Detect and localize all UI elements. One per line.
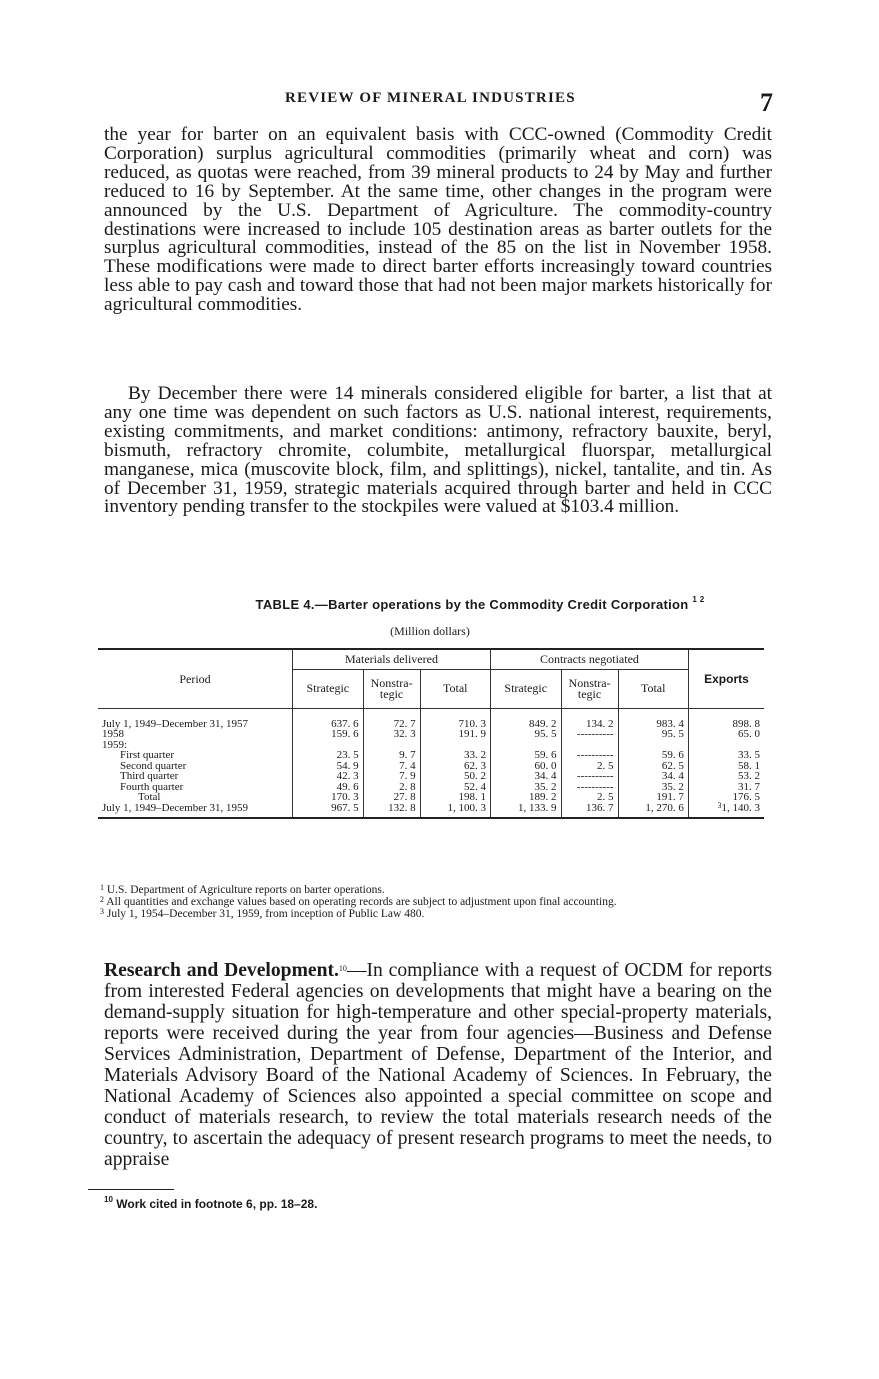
cell-cn-nonstrategic: 134. 2 — [561, 708, 618, 729]
row-period: 1959: — [102, 738, 128, 751]
row-period: July 1, 1949–December 31, 1957 — [102, 717, 249, 730]
cell-exports: 176. 5 — [688, 792, 764, 803]
cell-cn-strategic: 60. 0 — [490, 761, 561, 772]
header-md-total: Total — [420, 669, 490, 708]
cell-md-nonstrategic: 72. 7 — [363, 708, 420, 729]
cell-exports: 53. 2 — [688, 771, 764, 782]
cell-md-total: 710. 3 — [420, 708, 490, 729]
footnote-text: July 1, 1954–December 31, 1959, from inception of Public Law 480. — [106, 908, 425, 920]
cell-exports: 58. 1 — [688, 761, 764, 772]
cell-cn-strategic: 1, 133. 9 — [490, 803, 561, 819]
cell-md-strategic: 54. 9 — [293, 761, 364, 772]
cell-cn-total: 983. 4 — [618, 708, 688, 729]
cell-md-total: 33. 2 — [420, 750, 490, 761]
cell-cn-total: 62. 5 — [618, 761, 688, 772]
header-md-nonstrategic: Nonstra-tegic — [363, 669, 420, 708]
footnote-divider — [88, 1189, 174, 1190]
cell-md-strategic: 967. 5 — [293, 803, 364, 819]
exports-value: 1, 140. 3 — [721, 801, 760, 814]
cell-cn-strategic: 95. 5 — [490, 729, 561, 740]
section-heading: Research and Development. — [104, 960, 339, 981]
table-footnote — [100, 908, 770, 920]
footnote-ref: 3 — [100, 907, 104, 916]
cell-exports: 898. 8 — [688, 708, 764, 729]
header-cn-total: Total — [618, 669, 688, 708]
table-row — [98, 750, 764, 761]
table-title — [100, 597, 860, 612]
table-row — [98, 729, 764, 740]
cell-cn-total: 59. 6 — [618, 750, 688, 761]
footnote-text: Work cited in footnote 6, pp. 18–28. — [116, 1197, 318, 1211]
cell-exports — [688, 800, 764, 819]
table-footnote — [100, 884, 770, 896]
cell-cn-strategic: 34. 4 — [490, 771, 561, 782]
header-exports: Exports — [688, 649, 764, 708]
cell-cn-nonstrategic: ---------- — [561, 771, 618, 782]
cell-cn-strategic: 849. 2 — [490, 708, 561, 729]
cell-cn-nonstrategic: 136. 7 — [561, 803, 618, 819]
table-footnote — [100, 896, 770, 908]
header-contracts-negotiated: Contracts negotiated — [490, 649, 688, 669]
running-head: REVIEW OF MINERAL INDUSTRIES — [285, 90, 576, 106]
footnote-text: All quantities and exchange values based on operating records are subject to adjustment upon final accounting. — [106, 896, 617, 908]
page-footnote — [104, 1197, 317, 1211]
cell-cn-total: 191. 7 — [618, 792, 688, 803]
cell-cn-total: 35. 2 — [618, 782, 688, 793]
table-row — [98, 771, 764, 782]
cell-md-nonstrategic: 7. 9 — [363, 771, 420, 782]
cell-md-strategic: 42. 3 — [293, 771, 364, 782]
row-period: Second quarter — [120, 759, 187, 772]
cell-exports: 65. 0 — [688, 729, 764, 740]
cell-cn-nonstrategic: 2. 5 — [561, 761, 618, 772]
cell-md-strategic: 49. 6 — [293, 782, 364, 793]
cell-md-nonstrategic: 9. 7 — [363, 750, 420, 761]
cell-md-strategic: 159. 6 — [293, 729, 364, 740]
cell-md-total: 191. 9 — [420, 729, 490, 740]
row-period: First quarter — [120, 749, 175, 761]
cell-md-total: 50. 2 — [420, 771, 490, 782]
cell-md-total: 198. 1 — [420, 792, 490, 803]
cell-exports: 31. 7 — [688, 782, 764, 793]
cell-cn-nonstrategic: ---------- — [561, 782, 618, 793]
footnote-ref: 10 — [104, 1195, 113, 1204]
cell-cn-strategic: 189. 2 — [490, 792, 561, 803]
header-materials-delivered: Materials delivered — [293, 649, 491, 669]
table-row — [98, 792, 764, 803]
cell-md-total: 62. 3 — [420, 761, 490, 772]
cell-exports: 33. 5 — [688, 750, 764, 761]
cell-cn-total: 95. 5 — [618, 729, 688, 740]
row-period: Fourth quarter — [120, 780, 184, 793]
cell-cn-strategic: 59. 6 — [490, 750, 561, 761]
cell-md-total: 1, 100. 3 — [420, 803, 490, 819]
cell-cn-nonstrategic: ---------- — [561, 729, 618, 740]
table-footnotes — [100, 884, 770, 920]
footnote-ref: 1 — [100, 883, 104, 892]
cell-cn-total: 1, 270. 6 — [618, 803, 688, 819]
header-md-strategic: Strategic — [293, 669, 364, 708]
cell-md-strategic: 170. 3 — [293, 792, 364, 803]
cell-cn-nonstrategic: ---------- — [561, 750, 618, 761]
row-period: Total — [138, 791, 161, 803]
cell-cn-nonstrategic: 2. 5 — [561, 792, 618, 803]
paragraph-research-development — [104, 960, 772, 1170]
cell-md-nonstrategic: 132. 8 — [363, 803, 420, 819]
paragraph-barter-quotas: the year for barter on an equivalent basis with CCC-owned (Commodity Credit Corporation) surplus agricultural commodities (primarily wheat and corn) was reduced, as quotas were reached, from 39 mineral products to 24 by May and further reduced to 16 by September. At the same time, other changes in the program were announced by the U.S. Department of Agriculture. The commodity-country destinations were increased to include 105 destination areas as barter outlets for the surplus agricultural commodities, instead of the 85 on the list in November 1958. These modifications were made to direct barter efforts increasingly toward countries less able to pay cash and toward those that had not been major markets historically for agricultural commodities. — [104, 124, 772, 316]
row-period: July 1, 1949–December 31, 1959 — [98, 803, 293, 819]
table-title-refs: 1 2 — [692, 595, 705, 604]
header-period: Period — [98, 649, 293, 708]
table-title-text: TABLE 4.—Barter operations by the Commodity Credit Corporation — [255, 597, 689, 612]
page-number: 7 — [760, 88, 773, 117]
row-period: Third quarter — [120, 770, 179, 782]
footnote-ref: 2 — [100, 895, 104, 904]
header-cn-nonstrategic: Nonstra-tegic — [561, 669, 618, 708]
header-cn-strategic: Strategic — [490, 669, 561, 708]
paragraph-body: —In compliance with a request of OCDM for reports from interested Federal agencies on developments that might have a bearing on the demand-supply situation for high-temperature and other special-property materials, reports were received during the year from four agencies—Business and Defense Services Administration, Department of Defense, Department of the Interior, and Materials Advisory Board of the National Academy of Sciences. In February, the National Academy of Sciences also appointed a special committee on scope and conduct of materials research, to review the total materials research needs of the country, to ascertain the adequacy of present research programs to meet the needs, to appraise — [104, 960, 772, 1170]
cell-md-nonstrategic: 27. 8 — [363, 792, 420, 803]
cell-md-nonstrategic: 2. 8 — [363, 782, 420, 793]
cell-md-strategic: 23. 5 — [293, 750, 364, 761]
exports-ref: 3 — [717, 800, 722, 810]
cell-cn-strategic: 35. 2 — [490, 782, 561, 793]
heading-ref: 10 — [338, 964, 347, 973]
footnote-text: U.S. Department of Agriculture reports on barter operations. — [106, 884, 385, 896]
cell-md-nonstrategic: 7. 4 — [363, 761, 420, 772]
paragraph-eligible-minerals: By December there were 14 minerals considered eligible for barter, a list that at any one time was dependent on such factors as U.S. national interest, requirements, existing commitments, and market conditions: antimony, refractory bauxite, beryl, bismuth, refractory chromite, columbite, metallurgical fluorspar, metallurgical manganese, mica (muscovite block, film, and splittings), nickel, tantalite, and tin. As of December 31, 1959, strategic materials acquired through barter and held in CCC inventory pending transfer to the stockpiles were valued at $103.4 million. — [104, 383, 772, 518]
cell-md-total: 52. 4 — [420, 782, 490, 793]
table-subtitle: (Million dollars) — [390, 624, 470, 638]
cell-md-strategic: 637. 6 — [293, 708, 364, 729]
cell-md-nonstrategic: 32. 3 — [363, 729, 420, 740]
barter-operations-table — [98, 648, 764, 819]
row-period: 1958 — [102, 728, 124, 740]
table-row — [98, 708, 764, 729]
cell-cn-total: 34. 4 — [618, 771, 688, 782]
table-row — [98, 803, 764, 819]
